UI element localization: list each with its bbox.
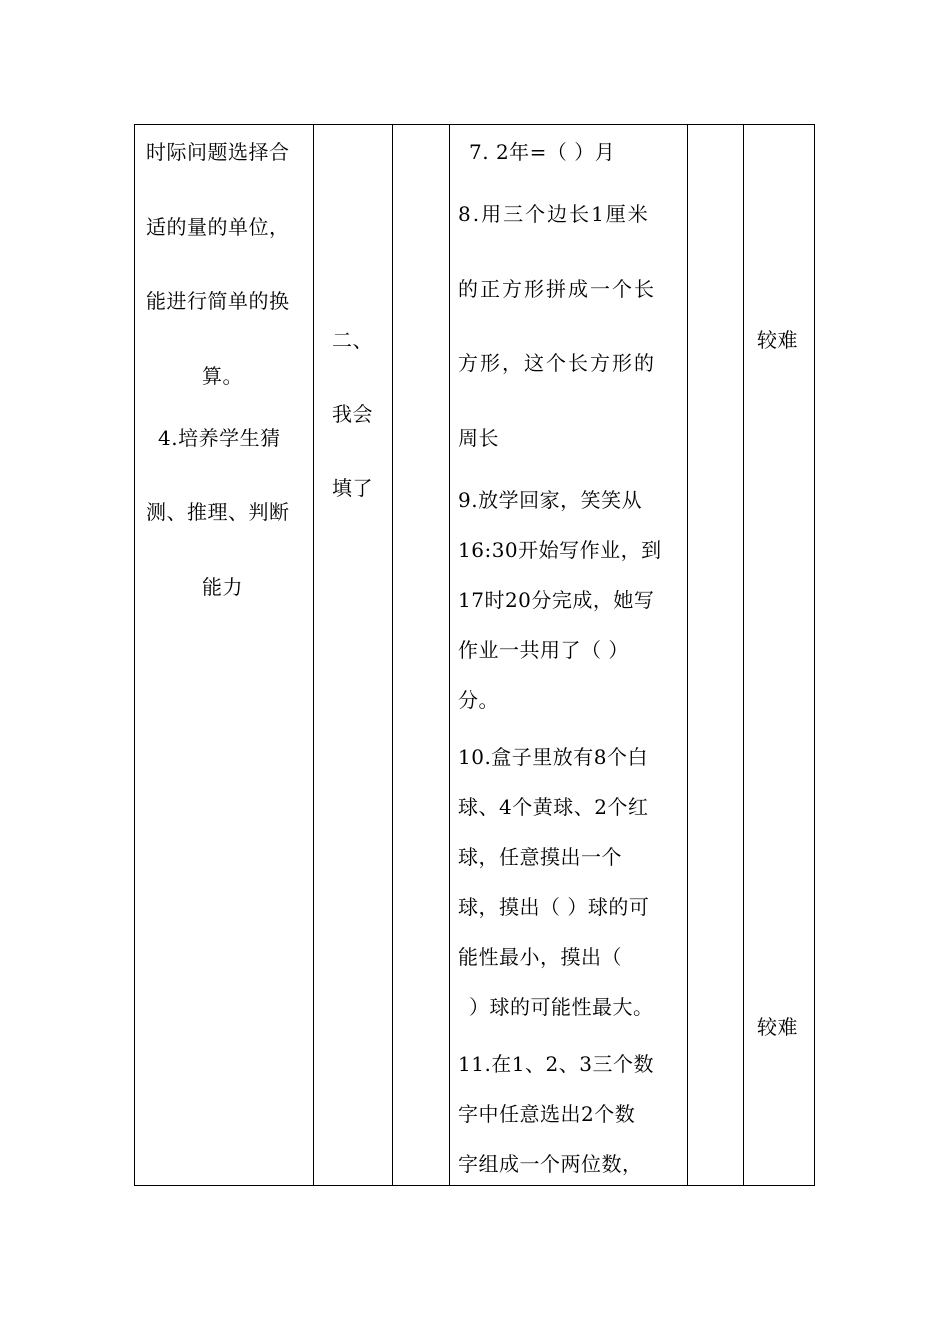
question-line: 7. 2年=（ ）月: [469, 140, 616, 164]
question-line: 11.在1、2、3三个数: [458, 1052, 654, 1076]
difficulty-label: 较难: [757, 1015, 798, 1039]
objective-line: 时际问题选择合: [146, 140, 290, 164]
question-line: 字组成一个两位数，: [458, 1152, 643, 1176]
question-line: 方形，这个长方形的: [458, 351, 656, 375]
question-line: 的正方形拼成一个长: [458, 277, 656, 301]
question-line: 能性最小，摸出（: [458, 945, 622, 969]
objective-line: 能进行简单的换: [146, 289, 290, 313]
objective-line: 能力: [202, 575, 243, 599]
question-line: 9.放学回家，笑笑从: [458, 488, 643, 512]
objective-line: 适的量的单位，: [146, 215, 290, 239]
column-divider: [392, 125, 393, 1185]
question-line: 8.用三个边长1厘米: [458, 202, 650, 226]
question-line: 球、4个黄球、2个红: [458, 795, 649, 819]
question-line: 作业一共用了（ ）: [458, 638, 629, 662]
question-line: 球，任意摸出一个: [458, 845, 622, 869]
column-divider: [743, 125, 744, 1185]
objective-line: 算。: [202, 364, 243, 388]
column-divider: [687, 125, 688, 1185]
question-line: 10.盒子里放有8个白: [458, 745, 649, 769]
column-divider: [449, 125, 450, 1185]
section-title-line: 二、: [332, 328, 373, 352]
question-line: 球，摸出（ ）球的可: [458, 895, 650, 919]
objective-line: 测、推理、判断: [146, 500, 290, 524]
section-title-line: 填了: [332, 476, 373, 500]
objective-line: 4.培养学生猜: [158, 426, 281, 450]
question-line: 16:30开始写作业，到: [458, 538, 662, 562]
question-line: 分。: [458, 688, 499, 712]
section-title-line: 我会: [332, 402, 373, 426]
column-divider: [313, 125, 314, 1185]
question-line: ）球的可能性最大。: [469, 995, 654, 1019]
question-line: 17时20分完成，她写: [458, 588, 655, 612]
question-line: 周长: [458, 426, 499, 450]
question-line: 字中任意选出2个数: [458, 1102, 636, 1126]
difficulty-label: 较难: [757, 328, 798, 352]
